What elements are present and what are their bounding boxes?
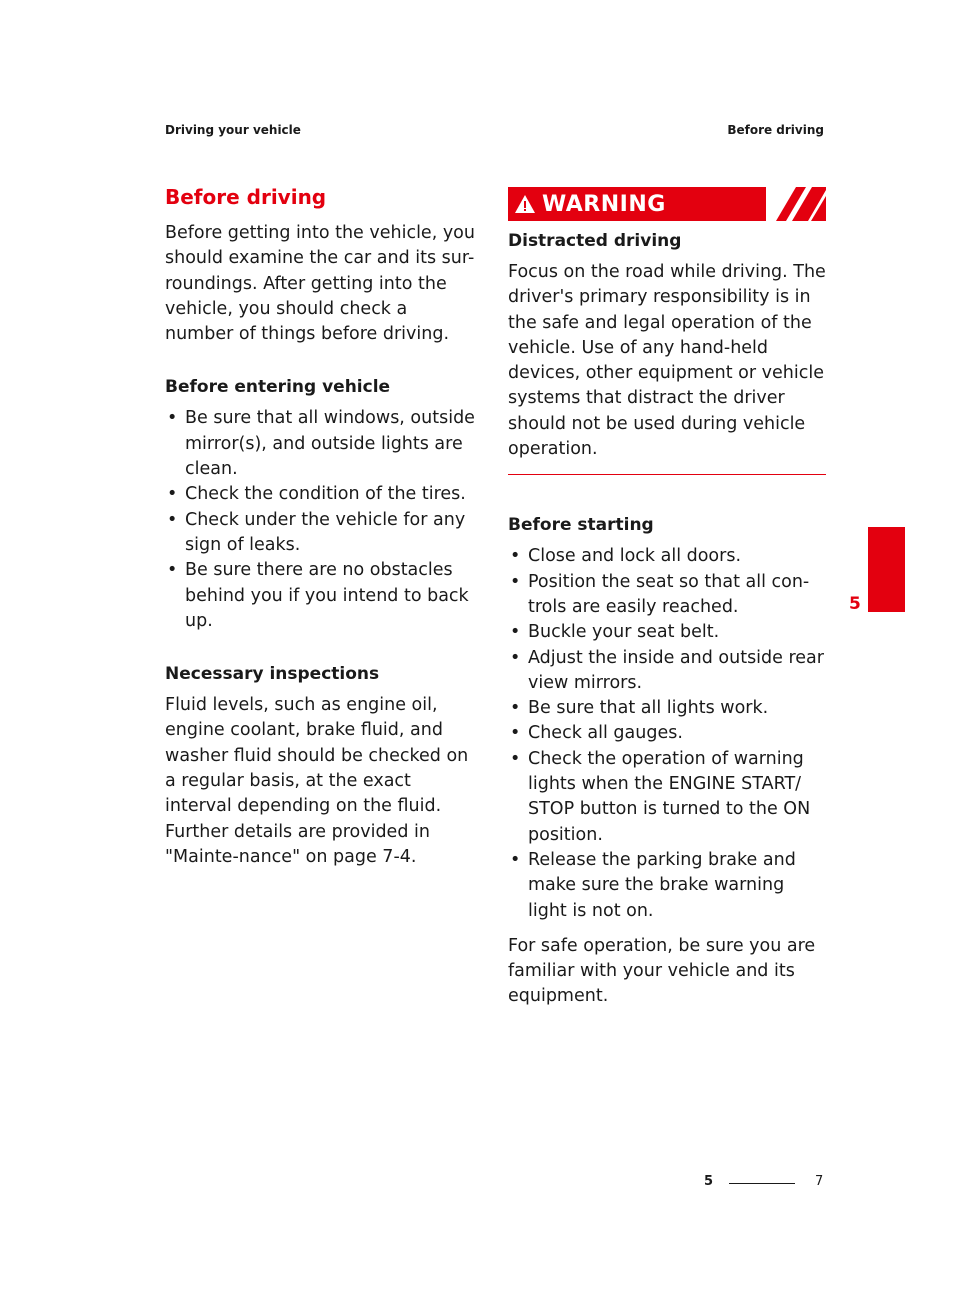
list-item: • Position the seat so that all con-trols are easily reached. <box>510 571 810 617</box>
chapter-tab-number: 5 <box>849 594 861 614</box>
intro-paragraph: Before getting into the vehicle, you should examine the car and its sur-roundings. After getting into the vehicle, you should check a number of things before driving. <box>165 223 475 345</box>
footer-page-number: 7 <box>815 1174 824 1189</box>
inspections-paragraph: Fluid levels, such as engine oil, engine coolant, brake fluid, and washer fluid should be checked on a regular basis, at the exact interval depending on the fluid. Further details are provided in "Mainte-nance" on page 7-4. <box>165 695 469 867</box>
entering-checklist <box>165 406 480 634</box>
footer-divider <box>729 1183 795 1184</box>
warning-banner <box>508 187 826 221</box>
running-header-chapter: Driving your vehicle <box>165 123 301 137</box>
right-column <box>508 185 826 1010</box>
list-item: • Close and lock all doors. <box>510 546 742 567</box>
list-item: • Check the condition of the tires. <box>167 484 466 505</box>
subheading-before-starting: Before starting <box>508 515 654 536</box>
warning-label: WARNING <box>542 191 666 217</box>
list-item: • Be sure there are no obstacles behind you if you intend to back up. <box>167 560 469 631</box>
list-item: • Check all gauges. <box>510 723 683 744</box>
decorative-slashes-icon <box>766 187 826 221</box>
starting-checklist <box>508 544 826 923</box>
warning-triangle-icon <box>514 194 536 214</box>
left-column <box>165 185 480 870</box>
list-item: • Check under the vehicle for any sign of leaks. <box>167 509 466 555</box>
list-item: • Be sure that all lights work. <box>510 698 769 719</box>
list-item: • Buckle your seat belt. <box>510 622 720 643</box>
list-item: • Check the operation of warning lights when the ENGINE START/ STOP button is turned to the ON position. <box>510 748 811 845</box>
footer-chapter-number: 5 <box>704 1174 714 1189</box>
subheading-before-entering: Before entering vehicle <box>165 377 391 398</box>
running-header-section: Before driving <box>727 123 824 137</box>
list-item: • Be sure that all windows, outside mirror(s), and outside lights are clean. <box>167 408 475 480</box>
section-title: Before driving <box>165 185 327 209</box>
warning-paragraph: Focus on the road while driving. The driver's primary responsibility is in the safe and legal operation of the vehicle. Use of any hand-held devices, other equipment or vehicle systems that distract the driver should not be used during vehicle operation. <box>508 262 826 460</box>
subheading-inspections: Necessary inspections <box>165 664 380 685</box>
closing-paragraph: For safe operation, be sure you are familiar with your vehicle and its equipment. <box>508 935 816 1007</box>
chapter-tab <box>868 527 905 612</box>
list-item: • Release the parking brake and make sure the brake warning light is not on. <box>510 849 796 921</box>
list-item: • Adjust the inside and outside rear view mirrors. <box>510 647 824 693</box>
warning-title: Distracted driving <box>508 231 682 251</box>
